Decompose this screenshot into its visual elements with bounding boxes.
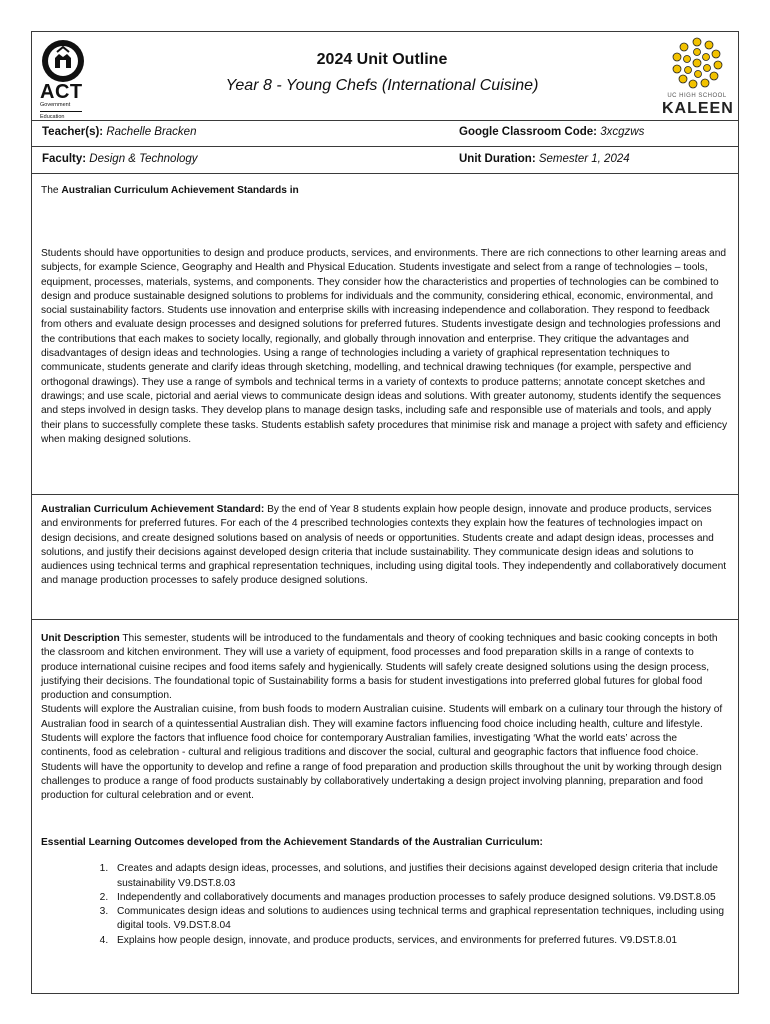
learning-outcomes-heading: Essential Learning Outcomes developed from the Achievement Standards of the Australian Curriculum: [41, 837, 543, 848]
teacher-field [42, 126, 196, 138]
classroom-code-value: 3xcgzws [600, 126, 645, 138]
teacher-row [32, 120, 738, 147]
learning-outcomes-list [41, 862, 729, 948]
teacher-label: Teacher(s): [42, 126, 104, 138]
unit-description-para2: Students will explore the Australian cuisine, from bush foods to modern Australian cuisine. Students will embark on a culinary tour through the history of Australian food in search of a quintessential Australian dish. They will examine factors influencing food choice including health, culture and lifestyle. Students will explore the factors that influence food choice for contemporary Australian families, investigating ‘What the world eats’ across the continents, food as celebration - cultural and religious traditions and discover the social, cultural and geographic factors that influence food choice. Students will have the opportunity to develop and refine a range of food preparation and production skills throughout the unit by working through design challenges to produce a range of food products sustainably by collaboratively undertaking a design project involving planning, preparation and food production for cultural celebration and or event. [41, 704, 723, 802]
unit-description-text: This semester, students will be introduced to the fundamentals and theory of cooking techniques and basic cooking concepts in both the classroom and kitchen environment. They will use a variety of equipment, food processes and food preparation skills in a range of contexts to produce international cuisine recipes and food items safely and hygienically. Students will safely create designed solutions using the design process, justifying their decisions. The foundational topic of Sustainability forms a basis for student investigations into preferred global futures for global food production and consumption. [41, 633, 718, 702]
outcome-item: 1. Creates and adapts design ideas, processes, and solutions, and justifies their decisions against developed design criteria that include sustainability V9.DST.8.03 [111, 862, 729, 891]
section-divider [32, 494, 738, 495]
standards-intro-prefix: The [41, 185, 62, 196]
unit-description [32, 632, 738, 804]
standards-intro-bold: Australian Curriculum Achievement Standards in [61, 185, 299, 196]
outcome-item: 2. Independently and collaboratively documents and manages production processes to safely produce designed solutions. V9.DST.8.05 [111, 891, 729, 905]
unit-description-label: Unit Description [41, 633, 120, 644]
kaleen-logo-subtitle: UC HIGH SCHOOL [667, 93, 727, 99]
achievement-standard-label: Australian Curriculum Achievement Standard: [41, 504, 265, 515]
act-government-logo [40, 38, 88, 118]
unit-outline-page [31, 31, 739, 994]
standards-intro [32, 184, 738, 198]
classroom-code-label: Google Classroom Code: [459, 126, 598, 138]
faculty-value: Design & Technology [89, 153, 198, 165]
page-title: 2024 Unit Outline [316, 51, 448, 68]
learning-outcomes [32, 836, 738, 948]
outcome-item: 3. Communicates design ideas and solutions to audiences using technical terms and graphical representation techniques, including using digital tools. V9.DST.8.04 [111, 905, 729, 934]
title-block [132, 50, 632, 98]
kaleen-logo-name: KALEEN [662, 100, 734, 117]
unit-duration-value: Semester 1, 2024 [538, 153, 630, 165]
classroom-code-field [459, 126, 644, 138]
act-logo-word: ACT [40, 81, 83, 103]
kaleen-school-logo [662, 36, 732, 120]
page-subtitle: Year 8 - Young Chefs (International Cuisine) [225, 77, 539, 94]
faculty-row [32, 147, 738, 174]
outcome-item: 4. Explains how people design, innovate, and produce products, services, and environments for preferred futures. V9.DST.8.01 [111, 934, 729, 948]
act-logo-education: Education [40, 111, 82, 120]
unit-duration-field [459, 153, 630, 165]
act-crest-icon [40, 38, 86, 84]
faculty-field [42, 153, 198, 165]
achievement-standard-text: By the end of Year 8 students explain how people design, innovate and produce products, services and environments for preferred futures. For each of the 4 prescribed technologies contexts they explain how the features of technologies impact on design decisions, and create designed solutions based on analysis of needs or opportunities. Students create and adapt design ideas, processes and solutions, and justify their decisions against developed design criteria that include sustainability. They communicate design ideas and solutions to audiences using technical terms and graphical representation techniques, including using digital tools. They independently and collaboratively document and manage production processes to safely produce designed solutions. [41, 504, 727, 587]
overview-paragraph: Students should have opportunities to design and produce products, services, and environments. There are rich connections to other learning areas and subjects, for example Science, Geography and Health and Physical Education. Students investigate and select from a range of technologies – tools, equipment, processes, materials, systems, and components. They consider how the characteristics and properties of technologies can be combined to design and produce sustainable designed solutions to problems for individuals and the community, considering ethical, economic, environmental, and social sustainability factors. Students use innovation and enterprise skills with increasing independence and collaboration. They respond to feedback from others and evaluate design processes and designed solutions for preferred futures. Students investigate design and technologies professions and the contributions that each makes to society locally, regionally, and globally through innovation and enterprise. They critique the advantages and disadvantages of design ideas and technologies. Using a range of technologies including a variety of graphical representation techniques to communicate, students generate and clarify ideas through sketching, modelling, and technical drawing techniques (for example, perspective and orthogonal drawings). They use a range of symbols and technical terms in a variety of contexts to produce patterns; annotate concept sketches and drawings; and use scale, pictorial and aerial views to communicate design ideas and solutions. With greater autonomy, students identify the sequences and steps involved in design tasks. They develop plans to manage design tasks, including safe and responsible use of materials and tools, and apply their plans to successfully complete these tasks. Students establish safety procedures that minimise risk and manage a project with safety and efficiency when making designed solutions. [41, 248, 728, 445]
header [32, 32, 738, 121]
unit-description-para1 [41, 632, 729, 703]
section-divider [32, 619, 738, 620]
unit-duration-label: Unit Duration: [459, 153, 536, 165]
act-logo-government: Government [40, 102, 71, 108]
achievement-standard [32, 503, 738, 589]
faculty-label: Faculty: [42, 153, 87, 165]
kaleen-emblem-icon [670, 36, 724, 90]
teacher-value: Rachelle Bracken [106, 126, 197, 138]
